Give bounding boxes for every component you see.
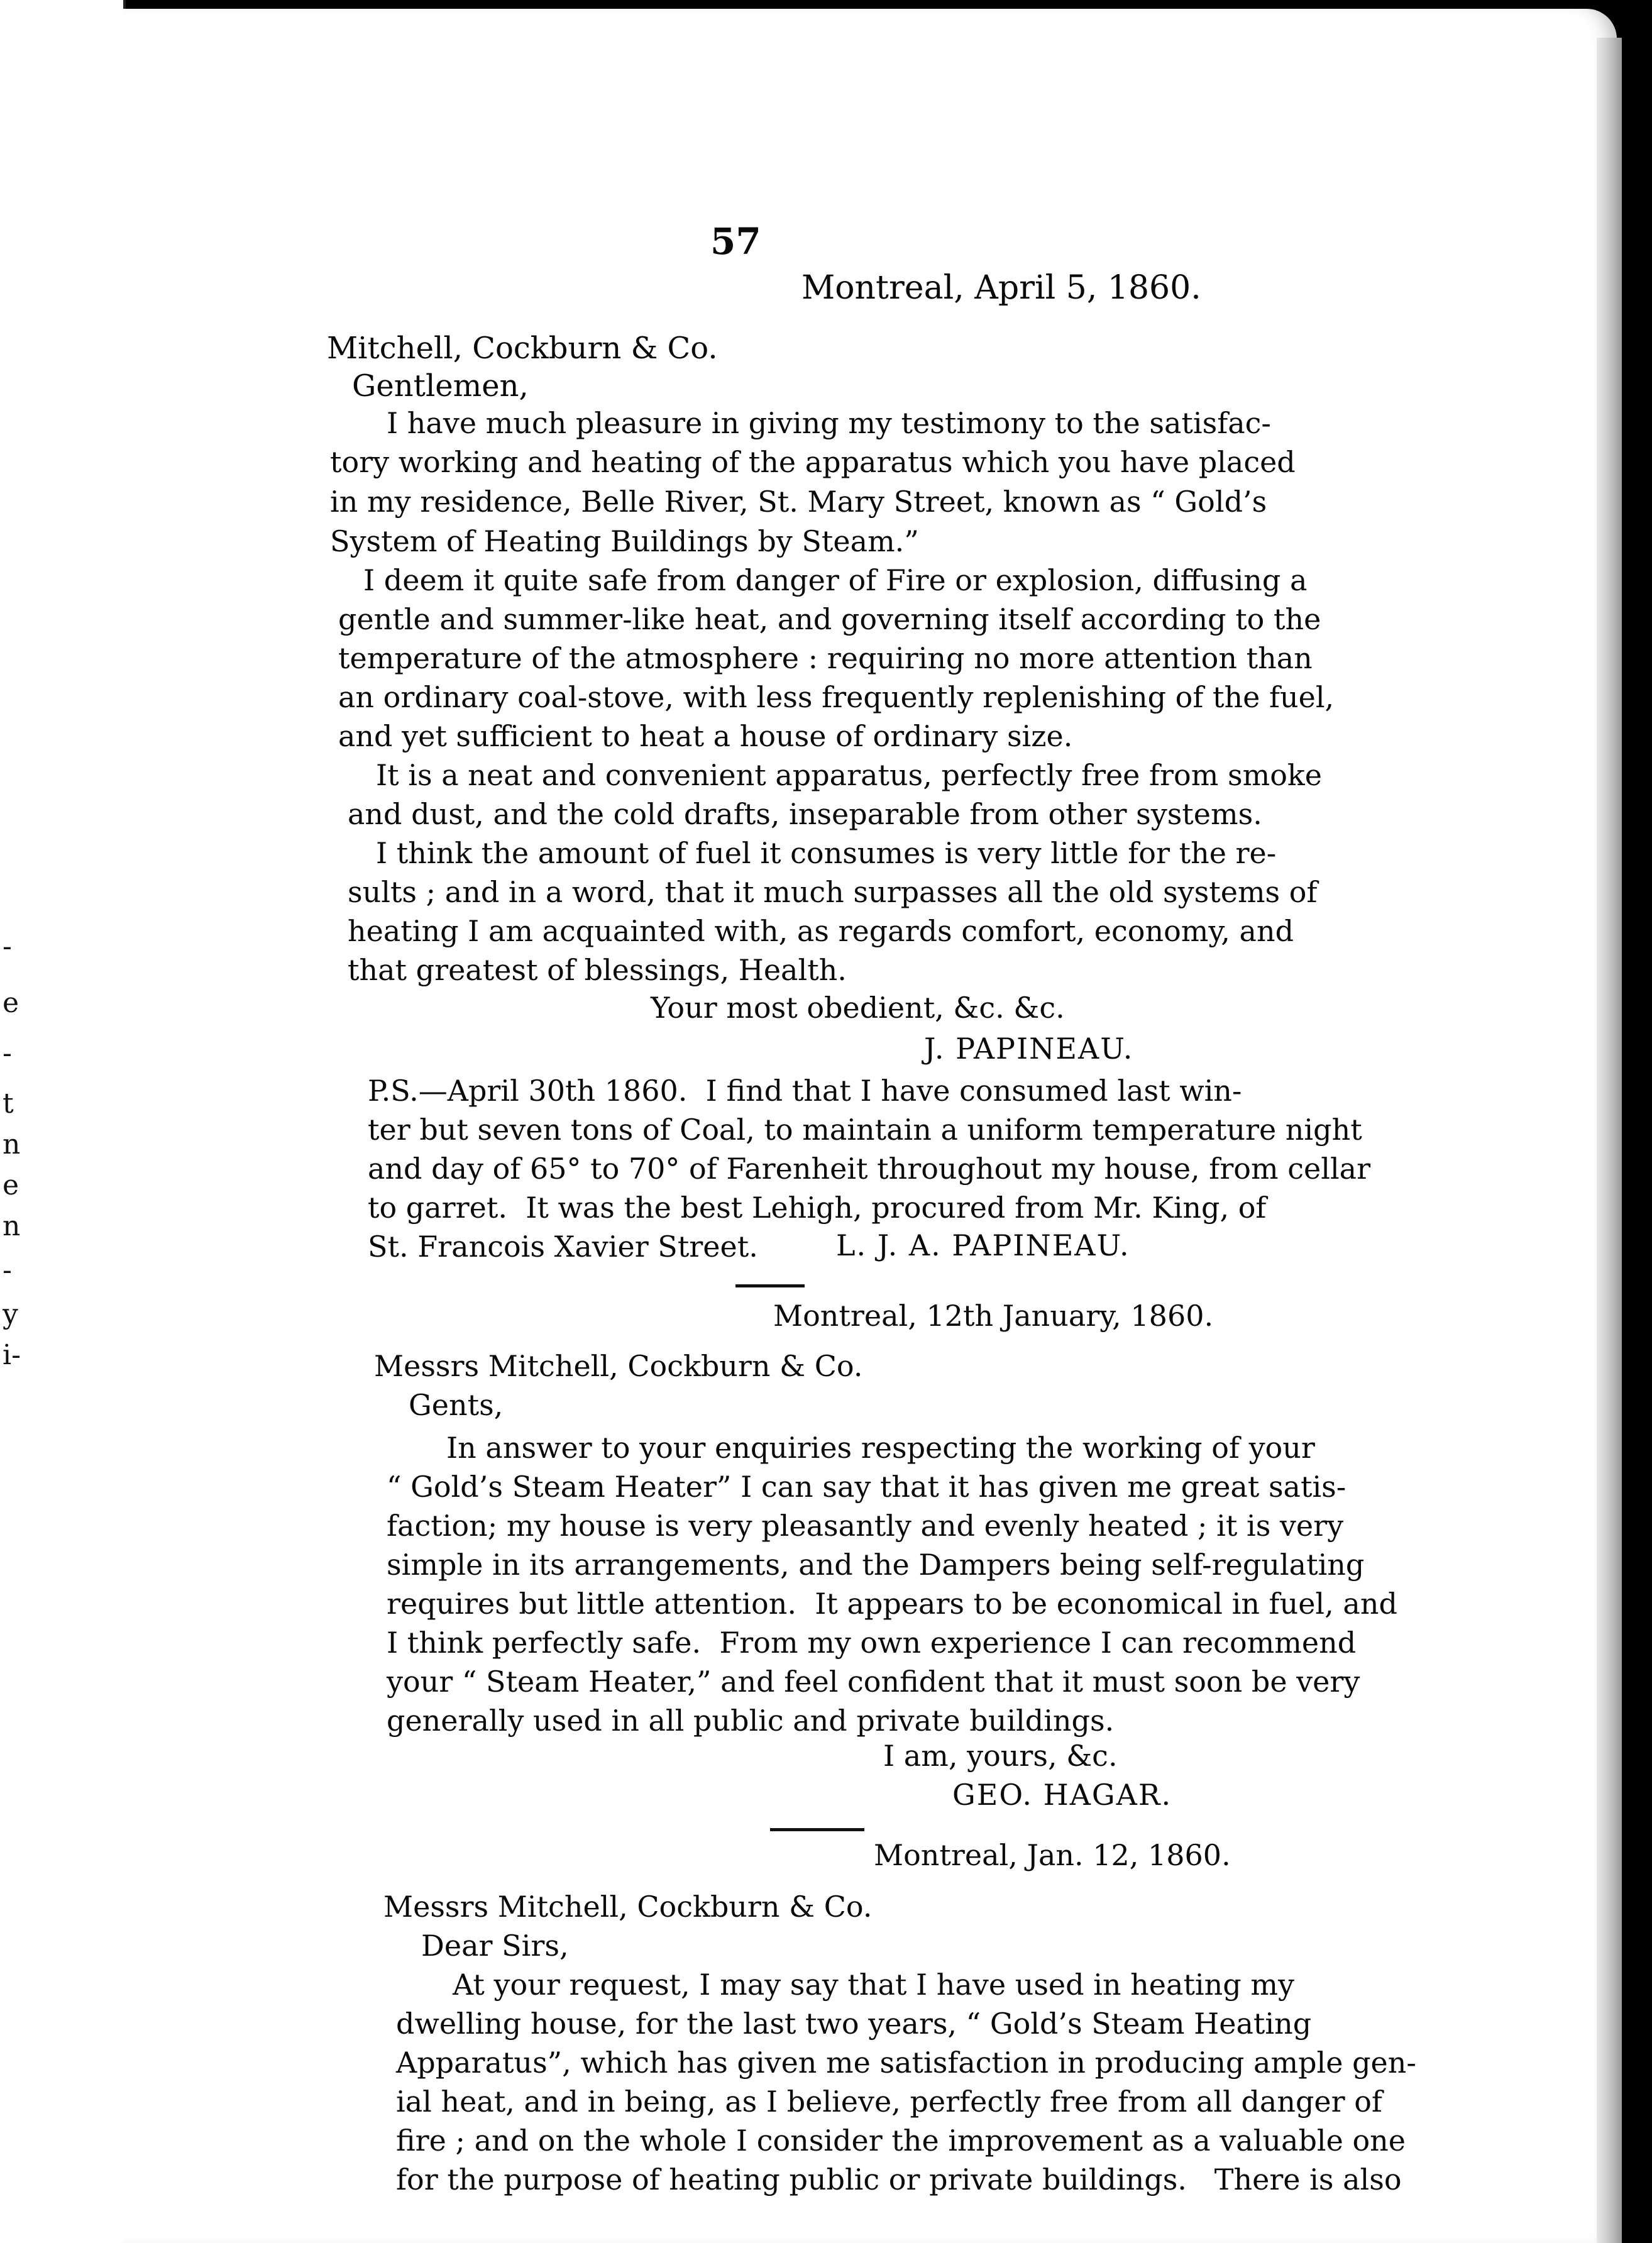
letter2-closing: I am, yours, &c. — [883, 1739, 1118, 1773]
letter2-line: your “ Steam Heater,” and feel confident that it must soon be very — [387, 1665, 1360, 1699]
left-fragment: - — [3, 930, 12, 962]
letter2-line: requires but little attention. It appears to be economical in fuel, and — [387, 1587, 1397, 1621]
letter3-line: dwelling house, for the last two years, “ Gold’s Steam Heating — [396, 2007, 1312, 2041]
letter1-ps-line: and day of 65° to 70° of Farenheit throughout my house, from cellar — [368, 1152, 1371, 1186]
letter3-addressee: Messrs Mitchell, Cockburn & Co. — [383, 1890, 873, 1924]
letter1-line: in my residence, Belle River, St. Mary Street, known as “ Gold’s — [330, 485, 1267, 519]
left-fragment: i- — [3, 1339, 21, 1371]
letter1-dateline: Montreal, April 5, 1860. — [801, 269, 1201, 307]
letter2-line: generally used in all public and private buildings. — [387, 1704, 1115, 1738]
letter2-dateline: Montreal, 12th January, 1860. — [773, 1299, 1214, 1333]
left-fragment: y — [3, 1298, 18, 1330]
letter1-ps-line: ter but seven tons of Coal, to maintain a uniform temperature night — [368, 1113, 1362, 1147]
letter1-line: I think the amount of fuel it consumes is very little for the re- — [376, 836, 1277, 870]
letter1-line: gentle and summer-like heat, and governing itself according to the — [338, 602, 1321, 636]
letter1-addressee: Mitchell, Cockburn & Co. — [327, 331, 718, 366]
letter1-ps-line: to garret. It was the best Lehigh, procured from Mr. King, of — [368, 1191, 1267, 1225]
letter1-closing: Your most obedient, &c. &c. — [651, 991, 1065, 1025]
letter1-ps-signature: L. J. A. PAPINEAU. — [836, 1228, 1130, 1262]
letter2-signature: GEO. HAGAR. — [952, 1778, 1172, 1812]
letter3-dateline: Montreal, Jan. 12, 1860. — [874, 1838, 1231, 1872]
letter3-line: ial heat, and in being, as I believe, perfectly free from all danger of — [396, 2085, 1382, 2119]
letter1-line: tory working and heating of the apparatus which you have placed — [330, 445, 1296, 479]
letter1-ps-line: St. Francois Xavier Street. — [368, 1230, 758, 1264]
letter1-line: System of Heating Buildings by Steam.” — [330, 524, 919, 558]
letter1-line: It is a neat and convenient apparatus, perfectly free from smoke — [376, 758, 1322, 792]
letter1-signature: J. PAPINEAU. — [924, 1032, 1134, 1066]
letter1-ps-line: P.S.—April 30th 1860. I find that I have consumed last win- — [368, 1074, 1242, 1108]
letter2-salutation: Gents, — [409, 1388, 504, 1422]
left-fragment: - — [3, 1037, 12, 1069]
letter2-line: simple in its arrangements, and the Dampers being self-regulating — [387, 1548, 1365, 1582]
letter3-salutation: Dear Sirs, — [421, 1929, 569, 1963]
letter1-line: I deem it quite safe from danger of Fire or explosion, diffusing a — [363, 563, 1308, 597]
letter2-line: I think perfectly safe. From my own experience I can recommend — [387, 1626, 1357, 1660]
letter2-line: “ Gold’s Steam Heater” I can say that it has given me great satis- — [387, 1470, 1346, 1504]
page-number: 57 — [710, 220, 761, 263]
letter3-line: fire ; and on the whole I consider the improvement as a valuable one — [396, 2124, 1406, 2158]
letter1-line: and yet sufficient to heat a house of ordinary size. — [338, 719, 1073, 753]
letter1-line: that greatest of blessings, Health. — [348, 953, 847, 987]
letter3-line: for the purpose of heating public or private buildings. There is also — [396, 2163, 1402, 2196]
divider — [770, 1828, 864, 1831]
left-fragment: n — [3, 1128, 21, 1160]
left-fragment: - — [3, 1254, 12, 1286]
letter1-line: I have much pleasure in giving my testimony to the satisfac- — [387, 406, 1271, 440]
left-fragment: t — [3, 1088, 14, 1120]
letter2-line: In answer to your enquiries respecting the working of your — [446, 1431, 1315, 1465]
left-fragment: n — [3, 1210, 21, 1242]
letter1-line: temperature of the atmosphere : requiring no more attention than — [338, 641, 1313, 675]
letter1-line: an ordinary coal-stove, with less frequently replenishing of the fuel, — [338, 680, 1335, 714]
letter3-line: Apparatus”, which has given me satisfaction in producing ample gen- — [396, 2046, 1416, 2080]
letter3-line: At your request, I may say that I have used in heating my — [453, 1968, 1294, 2002]
letter2-line: faction; my house is very pleasantly and evenly heated ; it is very — [387, 1509, 1344, 1543]
left-fragment: e — [3, 1169, 19, 1201]
divider — [735, 1284, 805, 1287]
letter1-line: and dust, and the cold drafts, inseparable from other systems. — [348, 797, 1262, 831]
letter1-line: sults ; and in a word, that it much surpasses all the old systems of — [348, 875, 1318, 909]
letter1-line: heating I am acquainted with, as regards comfort, economy, and — [348, 914, 1294, 948]
letter2-addressee: Messrs Mitchell, Cockburn & Co. — [374, 1349, 863, 1383]
left-fragment: e — [3, 987, 19, 1019]
letter1-salutation: Gentlemen, — [352, 368, 529, 404]
